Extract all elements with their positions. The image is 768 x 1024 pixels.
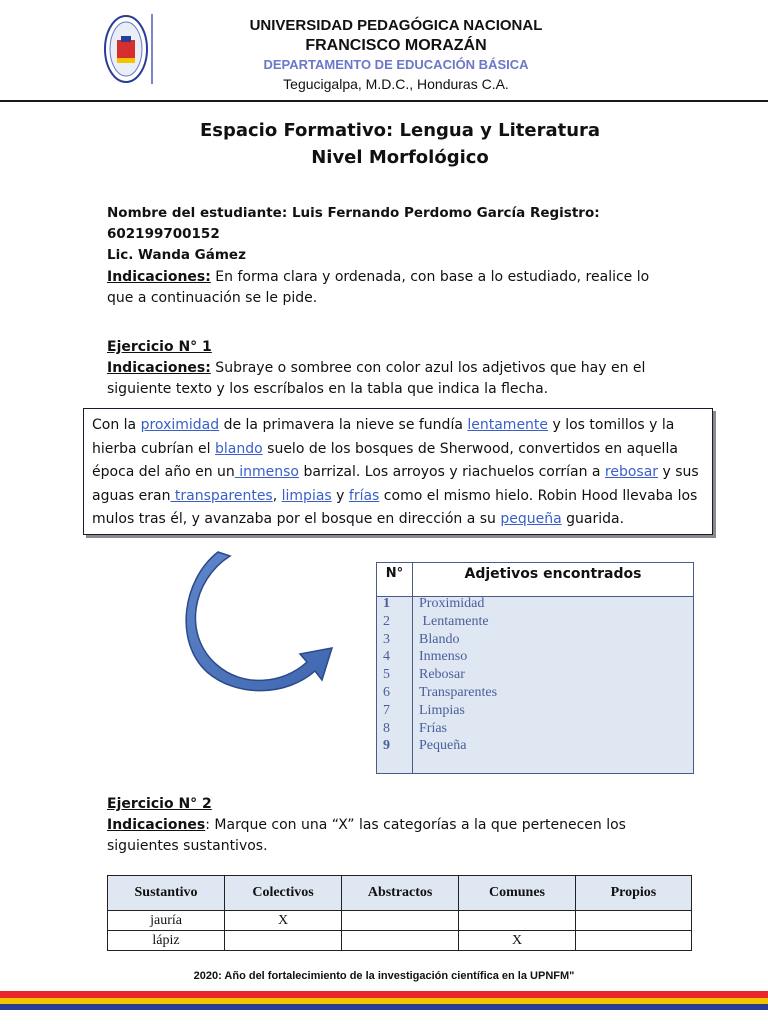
instructions-text: En forma clara y ordenada, con base a lo estudiado, realice lo que a continuación se le pide.	[107, 269, 650, 306]
adjective-row-number: 4	[383, 649, 390, 665]
exercise2-instructions-text: : Marque con una “X” las categorías a la que pertenecen los siguientes sustantivos.	[107, 817, 626, 854]
adjective-highlight: blando	[215, 440, 263, 457]
adjective-row-word: Rebosar	[419, 667, 465, 683]
table-cell	[575, 931, 691, 951]
exercise1-title: Ejercicio N° 1	[107, 339, 212, 355]
passage-text: ,	[272, 487, 282, 504]
table-header-row	[108, 876, 692, 911]
page-title: Espacio Formativo: Lengua y Literatura	[199, 120, 601, 141]
column-header: Abstractos	[342, 876, 459, 911]
table-cell	[342, 931, 459, 951]
adjective-row-word: Transparentes	[419, 685, 498, 700]
adjectives-col-found: Adjetivos encontrados	[464, 566, 642, 582]
adjective-row-word: Proximidad	[419, 596, 485, 611]
adjectives-table	[376, 562, 694, 774]
adjective-row-number: 9	[383, 738, 390, 754]
passage-text: como el mismo hielo. Robin Hood llevaba los mulos tras él, y avanzaba por el bosque en dirección a su	[92, 487, 698, 527]
exercise2-instructions	[107, 815, 677, 857]
table-cell: X	[459, 931, 576, 951]
passage-text: y los tomillos y la hierba cubrían el	[92, 417, 675, 457]
page-subtitle: Nivel Morfológico	[311, 147, 489, 168]
university-subname: FRANCISCO MORAZÁN	[305, 37, 487, 54]
passage-text: suelo de los bosques de Sherwood, convertidos en aquella época del año en un	[92, 440, 678, 480]
column-header: Propios	[575, 876, 691, 911]
adjectives-table-divider	[412, 563, 413, 773]
exercise2-instructions-label: Indicaciones	[107, 817, 206, 833]
exercise1-instructions-text: Subraye o sombree con color azul los adjetivos que hay en el siguiente texto y los escríbalos en la tabla que indica la flecha.	[107, 360, 646, 397]
general-instructions	[107, 267, 677, 309]
adjective-highlight: proximidad	[140, 417, 220, 433]
adjective-highlight: inmenso	[234, 464, 299, 480]
adjective-row-number: 1	[383, 596, 390, 611]
adjective-row-word: Lentamente	[419, 613, 489, 629]
exercise2-block	[107, 794, 677, 857]
table-cell: jauría	[108, 911, 225, 931]
passage-box	[83, 408, 713, 535]
table-row	[108, 931, 692, 951]
exercise1-instructions-label: Indicaciones:	[107, 360, 211, 376]
passage-text: Con la	[92, 417, 141, 433]
passage-text: barrizal. Los arroyos y riachuelos corrían a	[299, 464, 605, 480]
footer-note: 2020: Año del fortalecimiento de la investigación científica en la UPNFM"	[193, 970, 575, 982]
table-cell	[575, 911, 691, 931]
table-cell	[342, 911, 459, 931]
exercise1-block	[107, 337, 677, 400]
adjective-row-word: Pequeña	[419, 738, 467, 754]
curved-arrow-icon	[172, 550, 342, 700]
teacher-line: Lic. Wanda Gámez	[107, 247, 246, 263]
column-header: Comunes	[459, 876, 576, 911]
passage-text: guarida.	[561, 511, 625, 527]
footer-stripe-red	[0, 991, 768, 998]
adjective-row-word: Limpias	[419, 702, 465, 718]
passage-text: y sus aguas eran	[92, 464, 699, 504]
instructions-label: Indicaciones:	[107, 269, 211, 285]
adjective-highlight: rebosar	[604, 464, 659, 480]
passage-text: de la primavera la nieve se fundía	[219, 417, 468, 433]
adjective-highlight: frías	[348, 487, 380, 504]
adjective-row-number: 3	[383, 631, 390, 647]
university-name: UNIVERSIDAD PEDAGÓGICA NACIONAL	[249, 17, 543, 34]
table-cell	[225, 931, 342, 951]
column-header: Colectivos	[225, 876, 342, 911]
exercise1-instructions	[107, 358, 677, 400]
student-name-line: Nombre del estudiante: Luis Fernando Perdomo García Registro: 602199700152	[107, 205, 600, 242]
adjective-row-number: 5	[383, 667, 390, 683]
student-info	[107, 203, 677, 266]
column-header: Sustantivo	[108, 876, 225, 911]
table-cell: lápiz	[108, 931, 225, 951]
adjective-row-number: 8	[383, 720, 390, 736]
footer-bottom-space	[0, 1010, 768, 1024]
table-row	[108, 911, 692, 931]
adjective-highlight: lentamente	[467, 417, 549, 433]
adjective-highlight: transparentes	[170, 487, 273, 504]
header-rule	[0, 100, 768, 102]
adjective-row-word: Blando	[419, 631, 460, 647]
location: Tegucigalpa, M.D.C., Honduras C.A.	[283, 76, 509, 92]
exercise2-title: Ejercicio N° 2	[107, 796, 212, 812]
passage-text: y	[331, 487, 349, 504]
table-cell	[459, 911, 576, 931]
adjective-row-word: Frías	[419, 720, 447, 736]
adjective-row-number: 7	[383, 702, 390, 718]
adjective-row-number: 2	[383, 613, 390, 629]
adjective-highlight: pequeña	[500, 511, 562, 527]
adjective-highlight: limpias	[281, 487, 332, 504]
adjectives-table-header	[377, 563, 693, 597]
adjective-row-number: 6	[383, 685, 390, 700]
noun-categories-table	[107, 875, 692, 951]
table-cell: X	[225, 911, 342, 931]
adjective-row-word: Inmenso	[419, 649, 468, 665]
adjectives-col-number: N°	[385, 566, 404, 581]
department-name: DEPARTAMENTO DE EDUCACIÓN BÁSICA	[263, 57, 529, 72]
